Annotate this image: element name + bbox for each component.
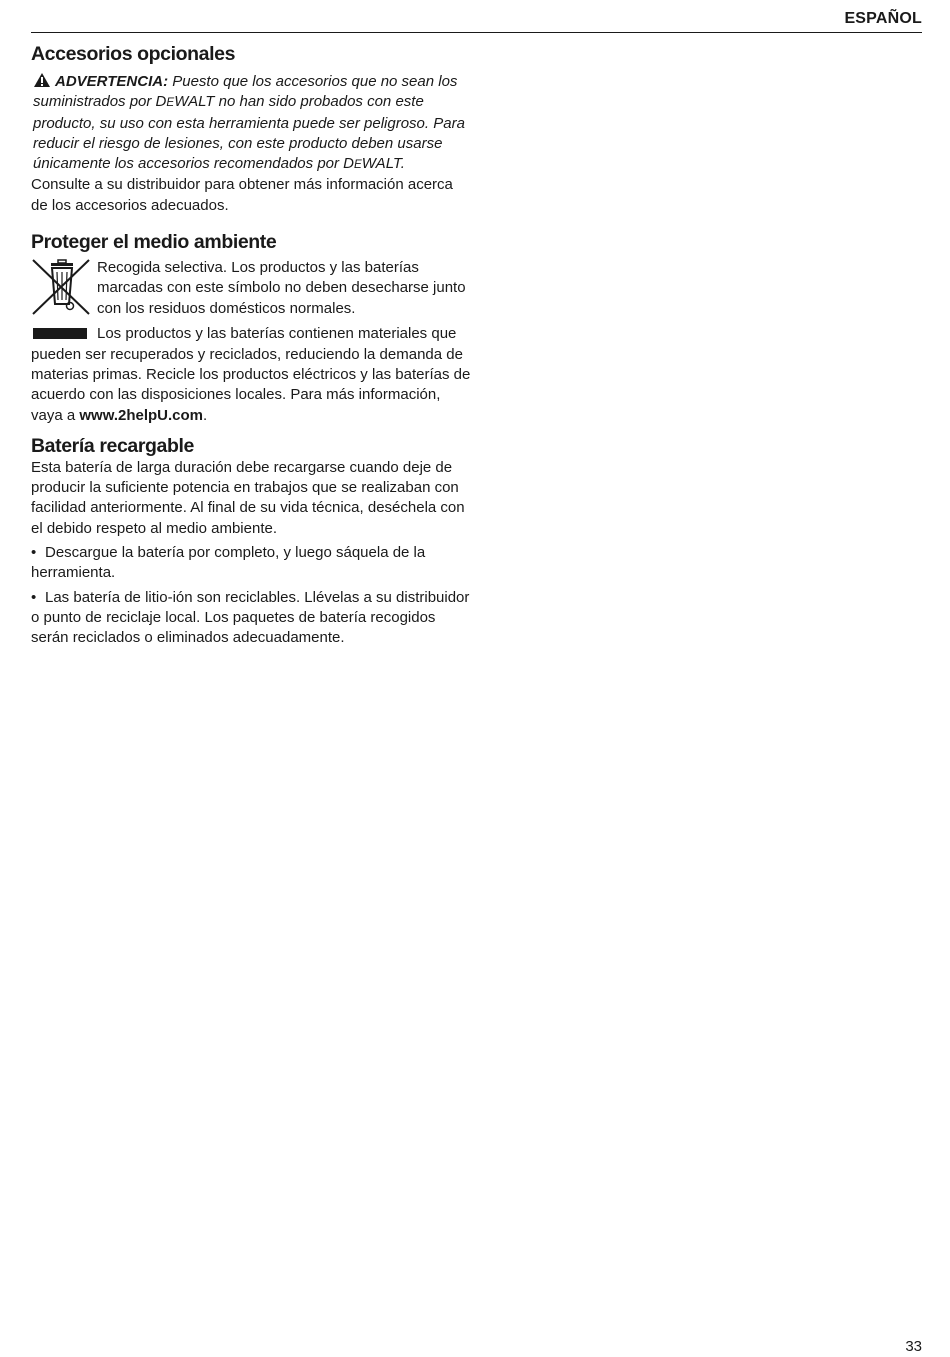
language-label: ESPAÑOL xyxy=(844,10,922,27)
battery-intro-text: Esta batería de larga duración debe recargarse cuando deje de producir la suficiente potencia en trabajos que se realizaban con facilidad anteriormente. Al final de su vida técnica, deséchela con el debido respeto al medio ambiente. xyxy=(31,458,465,537)
page-number: 33 xyxy=(905,1338,922,1355)
battery-bullet-1 xyxy=(31,543,471,584)
header-rule xyxy=(31,32,922,33)
battery-bullet-2 xyxy=(31,588,471,649)
warning-text-2: WALT no han sido probados con este producto, su uso con esta herramienta puede ser peligroso. Para reducir el riesgo de lesiones, con este producto deben usarse únicamente los accesorios recomendados por D xyxy=(33,93,465,173)
bullet-symbol: • xyxy=(31,588,37,606)
black-bar-symbol xyxy=(33,328,87,339)
brand-small-e-2: E xyxy=(354,158,362,172)
environment-heading: Proteger el medio ambiente xyxy=(31,231,277,254)
recycling-text xyxy=(31,324,471,425)
battery-bullet-1-text: Descargue la batería por completo, y luego sáquela de la herramienta. xyxy=(31,544,426,582)
warning-triangle-icon xyxy=(33,72,51,88)
content-column xyxy=(31,42,471,649)
selective-collection-row xyxy=(31,258,471,322)
recycling-text-end: . xyxy=(203,406,208,424)
accessories-heading: Accesorios opcionales xyxy=(31,43,236,65)
battery-heading: Batería recargable xyxy=(31,434,194,457)
environment-section xyxy=(31,230,471,426)
accessories-warning xyxy=(31,72,471,175)
battery-section xyxy=(31,434,471,649)
recycling-url-link[interactable]: www.2helpU.com xyxy=(79,406,204,424)
crossed-out-bin-icon xyxy=(31,258,97,322)
bullet-symbol: • xyxy=(31,544,37,562)
warning-label: ADVERTENCIA: xyxy=(55,73,169,90)
accessories-consult-text: Consulte a su distribuidor para obtener más información acerca de los accesorios adecuados. xyxy=(31,176,453,214)
brand-small-e: E xyxy=(166,96,175,110)
recycling-text-body: Los productos y las baterías contienen materiales que pueden ser recuperados y reciclados, reduciendo la demanda de materias primas. Recicle los productos eléctricos y las baterías de acuerdo con las disposiciones locales. Para más información, vaya a xyxy=(31,325,471,424)
warning-text-1: Puesto que los accesorios que no sean los suministrados por D xyxy=(33,73,458,111)
battery-bullet-2-text: Las batería de litio-ión son reciclables. Llévelas a su distribuidor o punto de reciclaje local. Los paquetes de batería recogidos serán reciclados o eliminados adecuadamente. xyxy=(31,588,470,647)
selective-collection-text: Recogida selectiva. Los productos y las baterías marcadas con este símbolo no deben desecharse junto con los residuos domésticos normales. xyxy=(97,259,466,317)
warning-text-3: WALT. xyxy=(361,155,405,173)
